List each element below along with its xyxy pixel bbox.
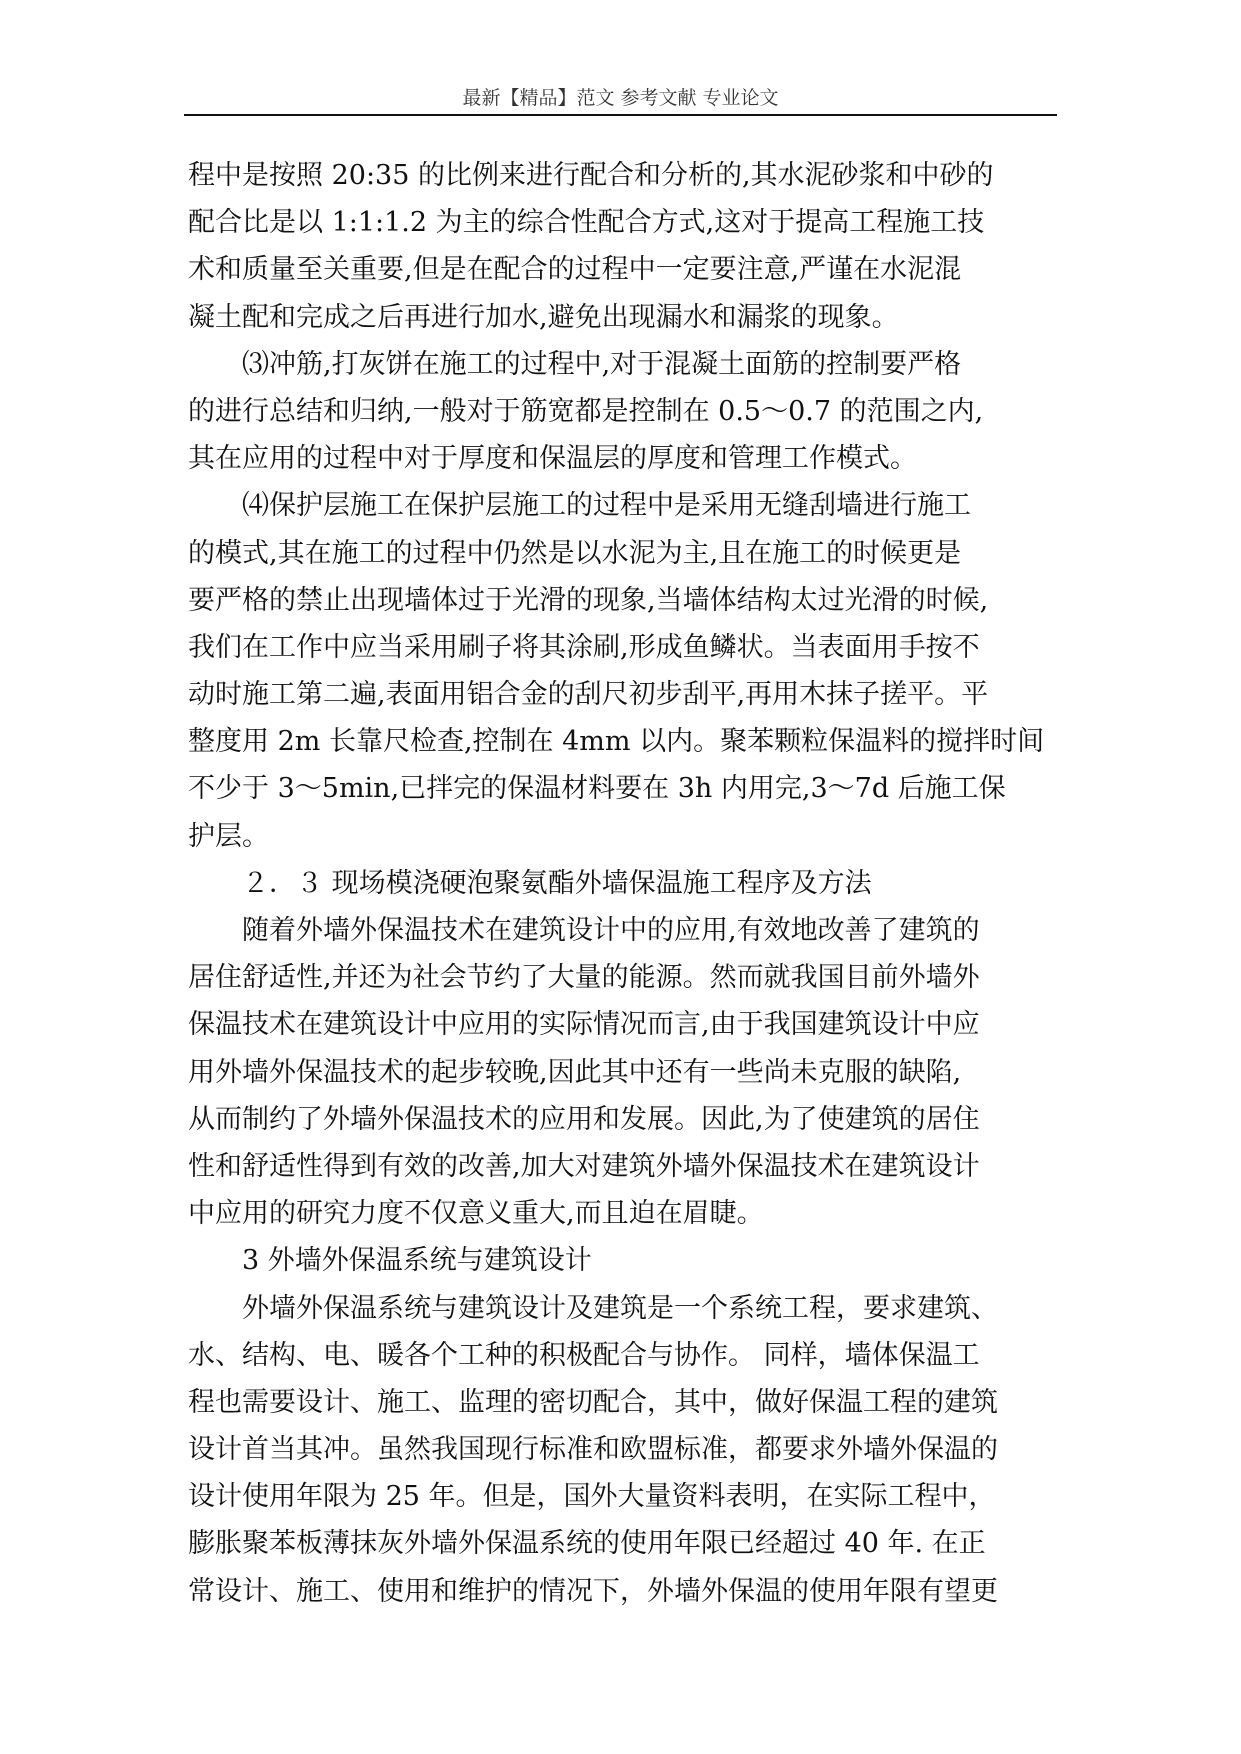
header-divider: [184, 114, 1057, 116]
page-header: [0, 86, 1241, 110]
text-line: 不少于 3～5min,已拌完的保温材料要在 3h 内用完,3～7d 后施工保: [188, 773, 1006, 805]
text-line: ２．３ 现场模浇硬泡聚氨酯外墙保温施工程序及方法: [242, 867, 872, 899]
document-body: [188, 152, 1058, 1615]
text-line: 术和质量至关重要,但是在配合的过程中一定要注意,严谨在水泥混: [188, 254, 962, 286]
text-line: 随着外墙外保温技术在建筑设计中的应用,有效地改善了建筑的: [242, 915, 980, 946]
text-line: 整度用 2m 长靠尺检查,控制在 4mm 以内。聚苯颗粒保温料的搅拌时间: [188, 726, 1045, 758]
text-line: ⑶冲筋,打灰饼在施工的过程中,对于混凝土面筋的控制要严格: [242, 348, 962, 380]
text-line: ⑷保护层施工在保护层施工的过程中是采用无缝刮墙进行施工: [242, 490, 971, 522]
header-text: 最新【精品】范文 参考文献 专业论文: [462, 87, 779, 109]
text-line: 护层。: [188, 820, 269, 852]
text-line: 要严格的禁止出现墙体过于光滑的现象,当墙体结构太过光滑的时候,: [188, 584, 989, 616]
text-line: 膨胀聚苯板薄抹灰外墙外保温系统的使用年限已经超过 40 年. 在正: [188, 1528, 986, 1560]
text-line: 设计使用年限为 25 年。但是，国外大量资料表明，在实际工程中，: [188, 1481, 996, 1513]
text-line: 凝土配和完成之后再进行加水,避免出现漏水和漏浆的现象。: [188, 301, 899, 333]
text-line: 中应用的研究力度不仅意义重大,而且迫在眉睫。: [188, 1198, 764, 1230]
text-line: 其在应用的过程中对于厚度和保温层的厚度和管理工作模式。: [188, 443, 917, 475]
text-line: 保温技术在建筑设计中应用的实际情况而言,由于我国建筑设计中应: [188, 1009, 980, 1041]
text-line: 居住舒适性,并还为社会节约了大量的能源。然而就我国目前外墙外: [188, 962, 980, 994]
text-line: 我们在工作中应当采用刷子将其涂刷,形成鱼鳞状。当表面用手按不: [188, 631, 980, 663]
text-line: 用外墙外保温技术的起步较晚,因此其中还有一些尚未克服的缺陷,: [188, 1056, 962, 1088]
text-line: 的进行总结和归纳,一般对于筋宽都是控制在 0.5～0.7 的范围之内,: [188, 395, 984, 427]
text-line: 常设计、施工、使用和维护的情况下，外墙外保温的使用年限有望更: [188, 1575, 998, 1607]
text-line: 程中是按照 20:35 的比例来进行配合和分析的,其水泥砂浆和中砂的: [188, 160, 994, 191]
text-line: 3 外墙外保温系统与建筑设计: [242, 1245, 592, 1277]
text-line: 设计首当其冲。虽然我国现行标准和欧盟标准，都要求外墙外保温的: [188, 1434, 998, 1466]
text-line: 动时施工第二遍,表面用铝合金的刮尺初步刮平,再用木抹子搓平。平: [188, 679, 989, 711]
text-line: 程也需要设计、施工、监理的密切配合，其中，做好保温工程的建筑: [188, 1386, 998, 1418]
text-line: 配合比是以 1:1:1.2 为主的综合性配合方式,这对于提高工程施工技: [188, 207, 985, 239]
text-line: 的模式,其在施工的过程中仍然是以水泥为主,且在施工的时候更是: [188, 537, 962, 569]
text-line: 从而制约了外墙外保温技术的应用和发展。因此,为了使建筑的居住: [188, 1103, 980, 1135]
text-line: 性和舒适性得到有效的改善,加大对建筑外墙外保温技术在建筑设计: [188, 1150, 980, 1182]
text-line: 水、结构、电、暖各个工种的积极配合与协作。 同样，墙体保温工: [188, 1339, 980, 1371]
text-line: 外墙外保温系统与建筑设计及建筑是一个系统工程，要求建筑、: [242, 1292, 998, 1324]
